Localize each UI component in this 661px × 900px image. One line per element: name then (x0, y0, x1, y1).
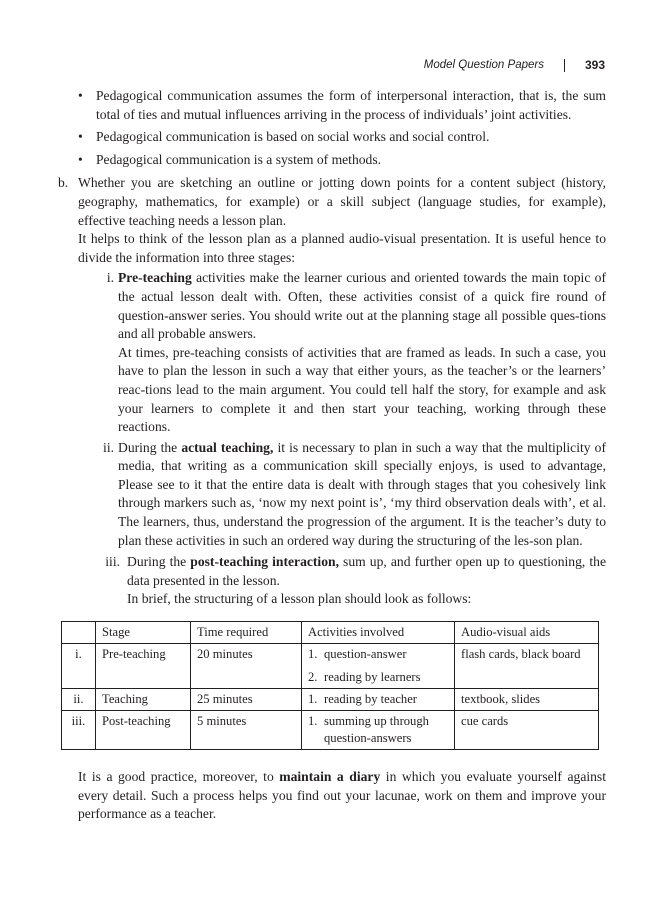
stage-paragraph-2: At times, pre-teaching consists of activities that are framed as leads. In such a case, you have to plan the lesson in such a way that either yours, as the teacher’s or the learners’ reac-tions lead to the main argument. You could tell half the story, for example and ask your learners to complete it and then start your teaching, working through these reactions. (118, 344, 606, 435)
table-header-row (62, 622, 599, 644)
row-number: i. (62, 644, 96, 689)
stage-item-ii (78, 439, 606, 551)
header-cell: Activities involved (302, 622, 455, 644)
activity-item: 2. reading by learners (308, 670, 421, 685)
section-intro: Whether you are sketching an outline or jotting down points for a content subject (history, geography, mathematics, for example) or a skill subject (language studies, for example), effective teaching needs a lesson plan. (78, 175, 606, 228)
section-b (58, 174, 606, 609)
activities-list (308, 691, 449, 708)
stage-item-iii (78, 553, 606, 609)
item-numeral: ii. (103, 439, 114, 455)
header-cell (62, 622, 96, 644)
activity-text: summing up through question-answers (324, 714, 429, 746)
paragraph-text: activities make the learner curious and oriented towards the main topic of the actual lesson dealt with. Often, these activities consist of a quick fire round of question-answer series. You should write out at the planning stage all possible ques-tions and all probable answers. (118, 270, 606, 342)
bold-term: post-teaching interaction, (190, 554, 339, 570)
activities-cell (302, 689, 455, 711)
time-cell: 20 minutes (191, 644, 302, 689)
stage-cell: Post-teaching (96, 711, 191, 750)
page-header (424, 58, 605, 72)
table-row (62, 644, 599, 689)
bullet-item: • Pedagogical communication assumes the form of interpersonal interaction, that is, the sum total of ties and mutual influences arriving in the process of individuals’ joint activities. (96, 87, 606, 124)
item-numeral: iii. (105, 554, 120, 570)
bold-term: actual teaching, (181, 439, 274, 455)
page-number: 393 (584, 58, 605, 72)
stage-paragraph (118, 439, 606, 551)
header-cell: Audio-visual aids (455, 622, 599, 644)
closing-paragraph (58, 768, 606, 824)
row-number: iii. (62, 711, 96, 750)
activity-item: 1. summing up through question-answers (308, 714, 429, 746)
bold-term: maintain a diary (279, 769, 381, 785)
paragraph-lead: During the (118, 439, 182, 455)
paragraph-text: in which you evaluate yourself against every detail. Such a process helps you find out your lacunae, work on them and improve your performance as a teacher. (78, 769, 606, 822)
stage-paragraph (127, 553, 606, 590)
activities-list (308, 646, 449, 686)
bullet-list (58, 87, 606, 169)
aids-cell: flash cards, black board (455, 644, 599, 689)
running-title: Model Question Papers (423, 59, 544, 71)
bold-term: Pre-teaching (118, 270, 192, 286)
activities-cell (302, 644, 455, 689)
item-numeral: i. (106, 270, 114, 286)
header-divider (564, 59, 565, 72)
paragraph-text: it is necessary to plan in such a way that the multiplicity of media, that writing as a communication skill specially enjoys, is used to advantage, Please see to it that the entire data is dealt with through stages that you cohesively link through markers such as, ‘now my next point is’, ‘my third observation deals with’, et al. The learners, thus, understand the progression of the argument. It is the teacher’s duty to plan these activities in such an ordered way during the structuring of the les-son plan. (118, 439, 606, 548)
stage-cell: Pre-teaching (96, 644, 191, 689)
activity-item: 1. reading by teacher (308, 692, 418, 707)
table-row (62, 711, 599, 750)
activities-cell (302, 711, 455, 750)
stage-paragraph-2: In brief, the structuring of a lesson plan should look as follows: (127, 591, 472, 607)
aids-cell: cue cards (455, 711, 599, 750)
activity-text: question-answer (324, 647, 407, 662)
activity-item: 1. question-answer (308, 647, 407, 662)
stage-item-i (78, 269, 606, 436)
paragraph-lead: It is a good practice, moreover, to (78, 769, 280, 785)
section-label: b. (58, 175, 69, 191)
activity-text: reading by learners (324, 670, 421, 685)
bullet-item: • Pedagogical communication is a system of methods. (96, 151, 606, 170)
header-cell: Stage (96, 622, 191, 644)
time-cell: 5 minutes (191, 711, 302, 750)
row-number: ii. (62, 689, 96, 711)
stage-cell: Teaching (96, 689, 191, 711)
time-cell: 25 minutes (191, 689, 302, 711)
paragraph-lead: During the (127, 554, 191, 570)
stage-paragraph (118, 269, 606, 343)
activities-list (308, 713, 449, 747)
table-row (62, 689, 599, 711)
paragraph-text: sum up, and further open up to questioning, the data presented in the lesson. (127, 554, 606, 588)
activity-text: reading by teacher (324, 692, 418, 707)
lesson-plan-table (61, 621, 599, 750)
aids-cell: textbook, slides (455, 689, 599, 711)
section-intro-2: It helps to think of the lesson plan as a planned audio-visual presentation. It is useful hence to divide the information into three stages: (78, 231, 606, 265)
page-body (58, 87, 606, 824)
bullet-item: • Pedagogical communication is based on social works and social control. (96, 128, 606, 147)
header-cell: Time required (191, 622, 302, 644)
